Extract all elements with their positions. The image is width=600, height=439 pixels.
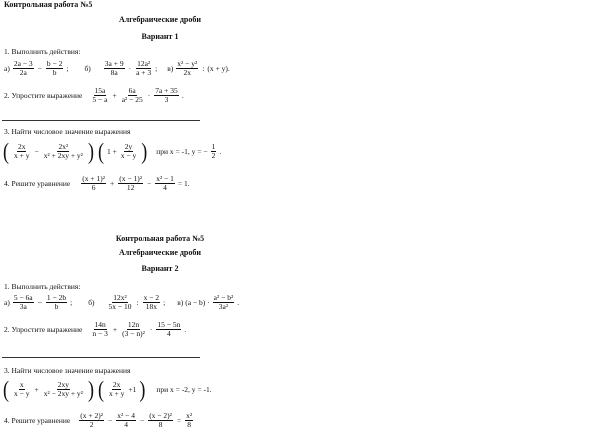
v2-task2-label: 2. Упростите выражение xyxy=(4,324,83,334)
v1-task3-cond-frac: $\frac{1}{2}$ xyxy=(211,141,216,160)
v1-divider xyxy=(2,120,200,121)
v1-task1-c-label: в) xyxy=(167,63,174,73)
v1-task1-b-frac2: $\frac{\text{12a²}}{a + 3}$ xyxy=(136,59,152,77)
v2-task3-frac1: $\frac{x}{x - y}$ xyxy=(14,379,30,398)
v2-header: Контрольная работа №5 xyxy=(115,234,205,243)
v1-task1-c-frac1: $\frac{\text{x² − y²}}{2x}$ xyxy=(177,59,198,77)
v2-task1-b-label: б) xyxy=(88,297,95,307)
v1-task2-frac1: $\frac{15a}{5 - a}$ xyxy=(92,86,108,104)
v2-task1-expressions: а) $\frac{5 - 6a}{3a}$ − $\frac{1 - 2b}{b}$ ; б) $\frac{\text{12x²}}{5x - 10}$ : $\frac{x - 2}{18x}$ ; в) (a − b) · $\frac{\text{a² − b²}}{\text{3a²}}$ . xyxy=(4,293,240,311)
v2-subtitle: Алгебраические дроби xyxy=(119,248,201,257)
v1-subtitle: Алгебраические дроби xyxy=(119,15,201,24)
v1-task2-frac2: $\frac{6a}{\text{a² − 25}}$ xyxy=(121,86,143,104)
v1-task1-label: 1. Выполнить действия: xyxy=(4,47,81,56)
v2-task1-b-frac2: $\frac{x - 2}{18x}$ xyxy=(143,293,160,311)
v1-task2-label: 2. Упростите выражение xyxy=(4,90,83,100)
v2-task4-label: 4. Решите уравнение xyxy=(4,415,71,425)
v1-task4: 4. Решите уравнение $\frac{\text{(x + 1)²}}{6}$ + $\frac{\text{(x − 1)²}}{12}$ − $\frac{\text{x² − 1}}{4}$ = 1. xyxy=(4,174,190,192)
v1-task4-frac2: $\frac{\text{(x − 1)²}}{12}$ xyxy=(119,174,142,192)
v1-task1-a-frac2: $\frac{b - 2}{b}$ xyxy=(46,59,63,77)
v2-task1-c-frac1: $\frac{\text{a² − b²}}{\text{3a²}}$ xyxy=(213,293,234,311)
v1-task1-a-label: а) xyxy=(4,63,10,73)
v1-header: Контрольная работа №5 xyxy=(4,0,93,9)
v2-task3-condition: при x = -2, y = -1. xyxy=(156,384,212,394)
v1-task2: 2. Упростите выражение $\frac{15a}{5 - a}$ + $\frac{6a}{\text{a² − 25}}$ · $\frac{7a + 35}{3}$ . xyxy=(4,86,184,104)
v2-task2-frac2: $\frac{12n}{\text{(3 − n)²}}$ xyxy=(122,320,145,338)
v2-task1-a-label: а) xyxy=(4,297,10,307)
v2-task4-frac4: $\frac{\text{x²}}{8}$ xyxy=(186,411,193,429)
v1-task3-frac3: $\frac{2y}{x - y}$ xyxy=(120,141,137,160)
v1-task3-frac2: $\frac{\text{2x²}}{\text{x² + 2xy + y²}}$ xyxy=(43,141,83,160)
v1-task1-expressions: а) $\frac{2a - 3}{2a}$ − $\frac{b - 2}{b}$ ; б) $\frac{3a + 9}{8a}$ · $\frac{\text{12a²}}{a + 3}$ ; в) $\frac{\text{x² − y²}}{2x}$ : (x + y). xyxy=(4,59,230,77)
v2-task2: 2. Упростите выражение $\frac{14n}{n - 3}$ + $\frac{12n}{\text{(3 − n)²}}$ · $\frac{15 - 5n}{4}$ . xyxy=(4,320,187,338)
v1-task3-label: 3. Найти числовое значение выражения xyxy=(4,127,131,136)
v1-variant: Вариант 1 xyxy=(141,32,179,41)
v2-task1-a-frac2: $\frac{1 - 2b}{b}$ xyxy=(46,293,67,311)
v2-divider xyxy=(2,357,200,358)
v2-task3-expression: ( $\frac{x}{x - y}$ + $\frac{2xy}{\text{x² − 2xy + y²}}$ ) ( $\frac{2x}{x + y}$ +1 ) при x = -2, y = -1. xyxy=(3,376,212,402)
v2-task4-frac2: $\frac{\text{x² − 4}}{4}$ xyxy=(117,411,135,429)
v1-task4-frac1: $\frac{\text{(x + 1)²}}{6}$ xyxy=(82,174,105,192)
v2-task1-c-label: в) xyxy=(177,297,184,307)
v1-task1-a-frac1: $\frac{2a - 3}{2a}$ xyxy=(13,59,33,77)
v1-task3-frac1: $\frac{2x}{x + y}$ xyxy=(14,141,30,160)
v2-task1-a-frac1: $\frac{5 - 6a}{3a}$ xyxy=(13,293,33,311)
v2-task1-b-frac1: $\frac{\text{12x²}}{5x - 10}$ xyxy=(108,293,132,311)
v1-task4-frac3: $\frac{\text{x² − 1}}{4}$ xyxy=(156,174,174,192)
v2-variant: Вариант 2 xyxy=(141,264,179,273)
v2-task1-label: 1. Выполнить действия: xyxy=(4,282,81,291)
v2-task2-frac3: $\frac{15 - 5n}{4}$ xyxy=(157,320,181,338)
v1-task3-expression: ( $\frac{2x}{x + y}$ − $\frac{\text{2x²}}{\text{x² + 2xy + y²}}$ ) ( 1 + $\frac{2y}{x - y}$ ) при x = -1, y = − $\frac{1}{2}$ . xyxy=(3,138,222,164)
v1-task4-label: 4. Решите уравнение xyxy=(4,178,71,188)
v2-task4: 4. Решите уравнение $\frac{\text{(x + 2)²}}{2}$ − $\frac{\text{x² − 4}}{4}$ − $\frac{\text{(x − 2)²}}{8}$ = $\frac{\text{x²}}{8}$ xyxy=(4,411,193,429)
v1-task3-condition: при x = -1, y = − xyxy=(156,146,208,156)
v2-task3-frac3: $\frac{2x}{x + y}$ xyxy=(108,379,125,398)
v1-task1-b-label: б) xyxy=(84,63,91,73)
v2-task4-frac3: $\frac{\text{(x − 2)²}}{8}$ xyxy=(149,411,172,429)
v1-task1-b-frac1: $\frac{3a + 9}{8a}$ xyxy=(104,59,124,77)
v1-task2-frac3: $\frac{7a + 35}{3}$ xyxy=(155,86,178,104)
v2-task3-frac2: $\frac{2xy}{\text{x² − 2xy + y²}}$ xyxy=(43,379,83,398)
v2-task2-frac1: $\frac{14n}{n - 3}$ xyxy=(92,320,108,338)
v2-task4-frac1: $\frac{\text{(x + 2)²}}{2}$ xyxy=(80,411,103,429)
v2-task3-label: 3. Найти числовое значение выражения xyxy=(4,366,131,375)
